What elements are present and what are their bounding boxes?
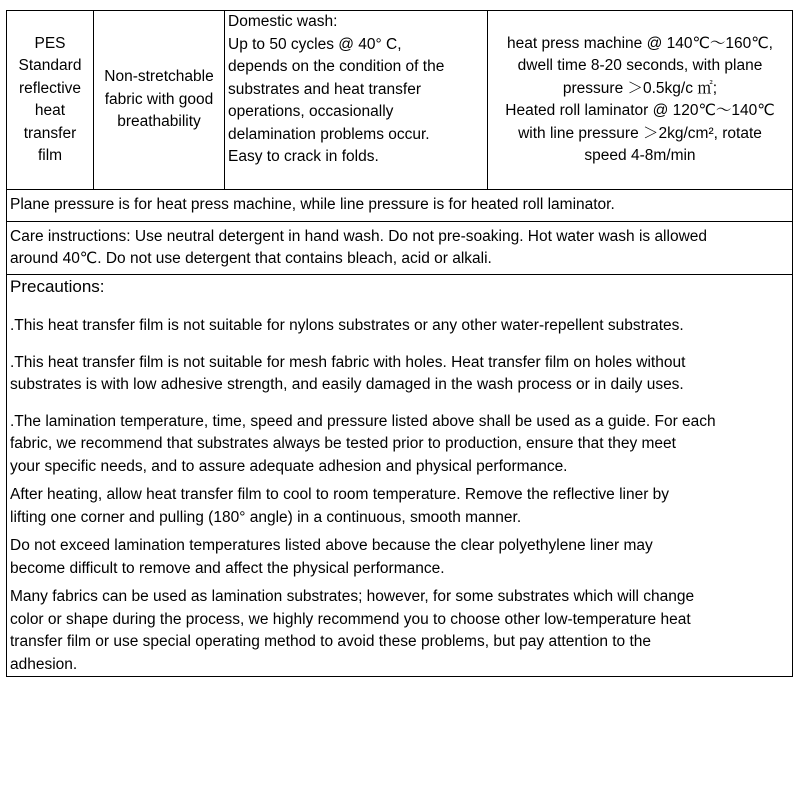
- wash-line: operations, occasionally: [228, 103, 394, 120]
- wash-line: Easy to crack in folds.: [228, 148, 379, 165]
- precaution-line: transfer film or use special operating method to avoid these problems, but pay attention to the: [10, 633, 652, 650]
- spec-table: [6, 10, 793, 677]
- precaution-paragraph-2: [10, 352, 789, 397]
- product-name-line: film: [37, 147, 63, 164]
- product-name-line: reflective: [18, 79, 82, 97]
- precaution-line: become difficult to remove and affect the physical performance.: [10, 559, 445, 577]
- precaution-paragraph-6: [10, 586, 789, 676]
- product-name-line: transfer: [23, 124, 77, 142]
- care-instructions: [7, 222, 793, 275]
- care-line: Care instructions: Use neutral detergent in hand wash. Do not pre-soaking. Hot water wash is allowed: [10, 227, 708, 245]
- lamination-cell: [488, 11, 793, 190]
- precaution-paragraph-3: [10, 411, 789, 479]
- precautions-row: [7, 275, 793, 677]
- wash-line: depends on the condition of the: [228, 58, 445, 75]
- product-name-line: heat: [34, 102, 66, 119]
- fabric-line: breathability: [117, 113, 201, 131]
- precaution-line: After heating, allow heat transfer film to cool to room temperature. Remove the reflective liner by: [10, 486, 670, 503]
- product-row: [7, 11, 793, 190]
- lamination-line: with line pressure ＞2kg/cm², rotate: [518, 124, 762, 142]
- precaution-line: .This heat transfer film is not suitable for mesh fabric with holes. Heat transfer film on holes without: [10, 353, 686, 371]
- precaution-line: adhesion.: [10, 655, 78, 673]
- precautions-cell: [7, 275, 793, 677]
- product-name-line: PES: [34, 34, 66, 52]
- care-row: [7, 222, 793, 275]
- fabric-line: fabric with good: [104, 90, 214, 108]
- spec-document: [6, 10, 793, 677]
- lamination-line: heat press machine @ 140℃～160℃,: [507, 34, 773, 52]
- lamination-line: pressure ＞0.5kg/c ㎡;: [562, 79, 718, 97]
- precaution-line: .This heat transfer film is not suitable for nylons substrates or any other water-repellent substrates.: [10, 317, 684, 334]
- fabric-cell: [94, 11, 225, 190]
- fabric-line: Non-stretchable: [104, 68, 214, 86]
- wash-line: Domestic wash:: [228, 13, 338, 30]
- plane-note-row: [7, 190, 793, 222]
- precaution-line: your specific needs, and to assure adequate adhesion and physical performance.: [10, 457, 568, 475]
- wash-cell: [225, 11, 488, 190]
- precautions-title: Precautions:: [10, 277, 105, 296]
- precaution-line: Many fabrics can be used as lamination substrates; however, for some substrates which will change: [10, 588, 695, 605]
- lamination-line: Heated roll laminator @ 120℃～140℃: [505, 102, 775, 119]
- precaution-line: fabric, we recommend that substrates always be tested prior to production, ensure that they meet: [10, 435, 676, 452]
- precaution-paragraph-5: [10, 535, 789, 580]
- precaution-line: lifting one corner and pulling (180° angle) in a continuous, smooth manner.: [10, 508, 522, 526]
- care-line: around 40℃. Do not use detergent that contains bleach, acid or alkali.: [10, 250, 492, 267]
- precaution-line: Do not exceed lamination temperatures listed above because the clear polyethylene liner may: [10, 537, 653, 554]
- precaution-line: .The lamination temperature, time, speed and pressure listed above shall be used as a guide. For each: [10, 412, 716, 430]
- wash-line: delamination problems occur.: [228, 125, 430, 143]
- product-name-line: Standard: [18, 57, 82, 74]
- precaution-paragraph-4: [10, 484, 789, 529]
- wash-line: Up to 50 cycles @ 40° C,: [228, 35, 402, 53]
- lamination-line: speed 4-8m/min: [584, 147, 696, 164]
- wash-line: substrates and heat transfer: [228, 80, 422, 98]
- precaution-line: substrates is with low adhesive strength, and easily damaged in the wash process or in daily uses.: [10, 376, 684, 393]
- plane-note: Plane pressure is for heat press machine, while line pressure is for heated roll laminator.: [7, 190, 793, 222]
- lamination-line: dwell time 8-20 seconds, with plane: [517, 57, 763, 74]
- product-name-cell: [7, 11, 94, 190]
- precaution-line: color or shape during the process, we highly recommend you to choose other low-temperature heat: [10, 610, 691, 628]
- precaution-paragraph-1: [10, 315, 789, 338]
